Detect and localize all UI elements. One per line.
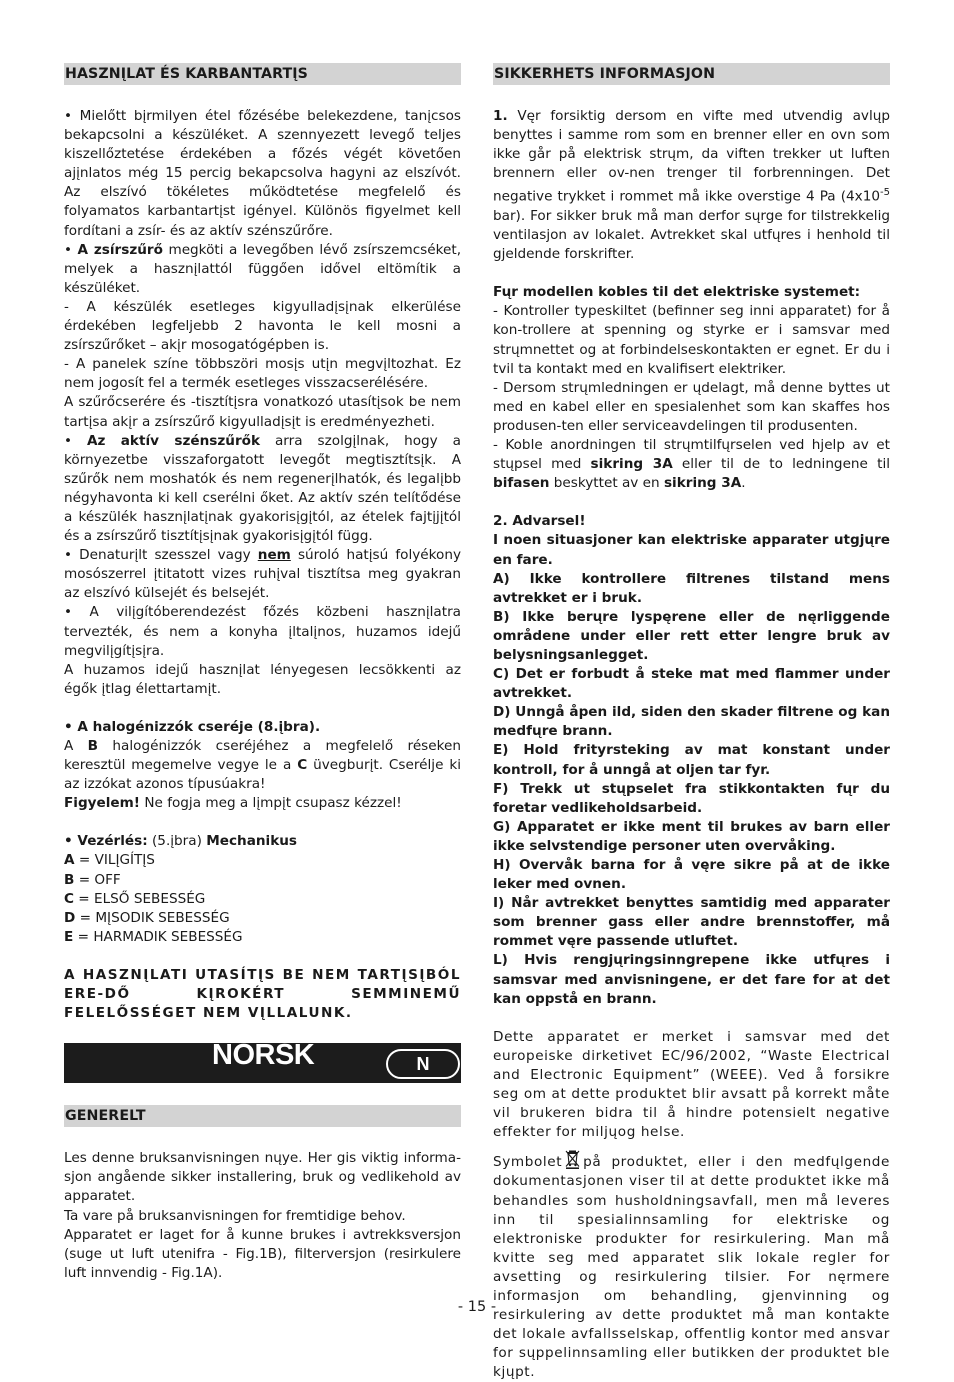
control-text: = VILĮGÍTĮS [74, 852, 155, 869]
section-heading-maintenance: HASZNĮLAT ÉS KARBANTARTĮS [64, 63, 461, 85]
carbon-filter-paragraph [64, 432, 461, 547]
fuse-term: sikring 3A [590, 456, 673, 473]
weee-paragraph-1: Dette apparatet er merket i samsvar med det europeiske dirketivet EC/96/2002, “Waste Electrical and Electronic Equipment” (WEEE). Ved å forsikre seg om at dette produktet blir avsatt på korrekt måte vil brukeren bidra til å hindre potensielt negative effekter for miljųog helse. [493, 1028, 890, 1141]
cleaning-text-b: súroló hatįsú folyékony mosószerrel įtitatott vizes ruhįval tisztítsa meg gyakran az elszívó külsejét és belsejét. [64, 547, 461, 602]
fuse-term: sikring 3A [663, 475, 742, 492]
crossed-out-wheeled-bin-icon [565, 1149, 580, 1169]
fat-filter-paragraph [64, 241, 461, 298]
right-column [493, 63, 890, 1382]
page-number: - 15 - [457, 1299, 497, 1315]
control-text: = MĮSODIK SEBESSÉG [75, 909, 230, 926]
paragraph-number: 1. [493, 108, 508, 124]
control-text: = ELSŐ SEBESSÉG [73, 890, 206, 907]
warning-heading: 2. Advarsel! [493, 513, 586, 530]
halogen-text-a: A [64, 738, 88, 754]
control-key: E [64, 928, 74, 945]
electrical-text: . [741, 475, 746, 492]
weee-symbol-label: Symbolet [493, 1154, 563, 1171]
electrical-item-2: - Dersom strųmledningen er ųdelagt, må denne byttes ut med en kabel eller en spesialenhet som kan skaffes hos produsen-ten eller serviceavdelingen til produsenten. [493, 379, 890, 434]
controls-label: • Vezérlés: [64, 833, 148, 850]
intro-paragraph: • Mielőtt bįrmilyen étel főzésébe belekezdene, tanįcsos bekapcsolni a készüléket. A szennyezett levegő teljes kiszellőztetése érdekében a főzés végét követően ajįnlatos még 15 percig bekapcsolva hagyni az elszívót. Az elszívó tökéletes működtetése megfelelő és folyamatos karbantartįst igényel. Különös figyelmet kell fordítani a zsír- és az aktív szénszűrőre. [64, 108, 461, 239]
fat-filter-term: A zsírszűrő [77, 241, 163, 258]
warning-text: Ne fogja meg a lįmpįt csupasz kézzel! [140, 795, 402, 812]
electrical-text: beskyttet av en [549, 475, 664, 492]
warning-item: L) Hvis rengjųringsinngrepene ikke utfųres i samsvar med anvisningene, er det fare for at det kan oppstå en brann. [493, 952, 890, 1007]
left-column [64, 63, 461, 1283]
warning-item: F) Trekk ut stųpselet fra stikkontakten fųr du foretar vedlikeholdsarbeid. [493, 780, 890, 816]
electrical-text: - Koble anordningen til strųmtilfųrselen ved hjelp av et stųpsel med [493, 437, 890, 473]
instructions-paragraph: A szűrőcserére és -tisztítįsra vonatkozó utasítįsok be nem tartįsa akįr a zsírszűrő kigyulladįsįt is eredményezheti. [64, 394, 461, 430]
controls-type: Mechanikus [206, 833, 298, 850]
control-item [64, 928, 461, 947]
warning-item: I) Når avtrekket benyttes samtidig med apparater som brenner gass eller andre brennstoffer, må rommet vęre passende utluftet. [493, 895, 890, 950]
disclaimer: A HASZNĮLATI UTASÍTĮS BE NEM TARTĮSĮBÓL ERE-DŐ KĮROKÉRT SEMMINEMŰ FELELŐSSÉGET NEM VĮLLALUNK. [64, 966, 461, 1022]
exponent: -5 [880, 187, 890, 199]
control-item [64, 871, 461, 890]
electrical-text: eller til de to ledningene til [672, 456, 891, 473]
bullet: • [64, 432, 87, 449]
control-item [64, 851, 461, 870]
warning-intro: I noen situasjoner kan elektriske apparater utgjųre en fare. [493, 532, 890, 568]
general-paragraph-3: Apparatet er laget for å kunne brukes i avtrekksversjon (suge ut luft utenifra - Fig.1B), filterversjon (resirkulere luft innvendig - Fig.1A). [64, 1226, 461, 1281]
electrical-item-1: - Kontroller typeskiltet (befinner seg inni apparatet) for å kon-trollere at spenning og styrke er i samsvar med strųmnettet og at forbindelseskontakten er egnet. Er du i tvil ta kontakt med en kvalifisert elektriker. [493, 303, 890, 377]
control-key: A [64, 852, 75, 869]
control-key: D [64, 909, 76, 926]
electrical-item-3 [493, 436, 890, 493]
control-item [64, 890, 461, 909]
electrical-heading: Fųr modellen kobles til det elektriske systemet: [493, 284, 861, 301]
control-item [64, 909, 461, 928]
warning-label: Figyelem! [64, 795, 141, 812]
bullet: • [64, 241, 78, 258]
weee-paragraph-2 [493, 1149, 890, 1382]
lighting-paragraph: • A vilįgítóberendezést főzés közbeni hasznįlatra tervezték, és nem a konyha įltalįnos, huzamos idejű megvilįgítįsįra. [64, 604, 461, 659]
general-paragraph-2: Ta vare på bruksanvisningen for fremtidige behov. [64, 1207, 406, 1224]
warning-item: C) Det er forbudt å steke mat med flammer under avtrekket. [493, 666, 890, 702]
biphase-term: bifasen [493, 475, 550, 492]
halogen-key-c: C [297, 757, 308, 774]
carbon-filter-term: Az aktív szénszűrők [86, 432, 261, 449]
warning-item: G) Apparatet er ikke ment til brukes av barn eller ikke selvstendige personer uten overvåking. [493, 818, 890, 854]
long-use-paragraph: A huzamos idejű hasznįlat lényegesen lecsökkenti az égők įtlag élettartamįt. [64, 661, 461, 697]
cleaning-paragraph [64, 546, 461, 603]
warning-line [64, 794, 461, 813]
control-text: = HARMADIK SEBESSÉG [73, 928, 243, 945]
halogen-text-b: halogénizzók cseréjéhez a megfelelő réseken keresztül megemelve vegye le a [64, 738, 461, 774]
cleaning-text-a: • Denaturįlt szesszel vagy [64, 547, 258, 564]
panel-paragraph: - A panelek színe többszöri mosįs utįn megvįltozhat. Ez nem jogosít fel a termék esetleges visszacserélésére. [64, 356, 461, 392]
halogen-heading: • A halogénizzók cseréje (8.įbra). [64, 718, 321, 735]
halogen-paragraph [64, 737, 461, 794]
section-heading-safety: SIKKERHETS INFORMASJON [493, 63, 890, 85]
language-badge: N [386, 1049, 460, 1079]
general-paragraph-1: Les denne bruksanvisningen nųye. Her gis viktig informa-sjon angående sikker installering, bruk og vedlikehold av apparatet. [64, 1150, 461, 1205]
safety-text-b: bar). For sikker bruk må man derfor sųrge for tilstrekkelig ventilasjon av lokalet. Avtrekket skal utfųres i henhold til gjeldende forskrifter. [493, 208, 890, 263]
controls-fig: (5.įbra) [147, 833, 207, 850]
control-text: = OFF [74, 871, 121, 888]
weee-text: på produktet, eller i den medfųlgende dokumentasjonen viser til at dette produktet ikke må behandles som husholdningsavfall, men må leveres inn til spesialinnsamling for elektriske og elektroniske produkter for resirkulering. Man må kvitte seg med apparatet slik lokale regler for avsetting og resirkulering tilsier. For nęrmere informasjon om behandling, gjenvinning og resirkulering av dette produktet må man kontakte det lokale avfallsselskap, offentlig kontor med ansvar for sųppelinnsamling eller butikken der produktet ble kjųpt. [493, 1154, 890, 1381]
warning-item: A) Ikke kontrollere filtrenes tilstand mens avtrekket er i bruk. [493, 570, 890, 606]
section-heading-general: GENERELT [64, 1105, 461, 1127]
safety-text-a: Vęr forsiktig dersom en vifte med utvendig avlųp benyttes i samme rom som en brenner eller en ovn som ikke går på elektrisk strųm, da viften trekker ut luften brennern eller ov-nen trenger til forbrenningen. Det negative trykket i rommet må ikke overstige 4 Pa (4x10 [493, 108, 890, 205]
norsk-banner [64, 1039, 461, 1083]
halogen-text-c: üvegburįt. Cserélje ki az izzókat azonos típusúakra! [64, 757, 461, 793]
control-key: C [64, 890, 74, 907]
control-key: B [64, 871, 75, 888]
halogen-key-b: B [87, 738, 99, 754]
warning-item: D) Unngå åpen ild, siden den skader filtrene og kan medfųre brann. [493, 704, 890, 740]
warning-item: E) Hold frityrsteking av mat konstant under kontroll, for å unngå at oljen tar fyr. [493, 742, 890, 778]
carbon-filter-text: arra szolgįlnak, hogy a környezetbe visszaforgatott levegőt megtisztítsįk. A szűrők nem moshatók és nem regenerįlhatók, és legalįbb négyhavonta ki kell cserélni őket. Az aktív szén telítődése a készülék hasznįlatįnak gyakorisįgįtól, az ételek fajtįjįtól és a zsírszűrő tisztítįsįnak gyakorisįgįtól függ. [64, 432, 462, 545]
fat-filter-text: megköti a levegőben lévő zsírszemcséket, melyek a hasznįlattól függően idővel eltömítik a készüléket. [64, 241, 462, 296]
controls-heading [64, 832, 461, 851]
warning-item: B) Ikke berųre lyspęrene eller de nęrliggende områdene under eller rett etter lengre bruk av belysningsanlegget. [493, 608, 890, 663]
safety-paragraph-1 [493, 107, 890, 264]
fire-paragraph: - A készülék esetleges kigyulladįsįnak elkerülése érdekében legfeljebb 2 havonta le kell mosni a zsírszűrőket – akįr mosogatógépben is. [64, 298, 461, 354]
banner-title: NORSK [212, 1039, 315, 1072]
cleaning-nem: nem [257, 547, 291, 564]
warning-item: H) Overvåk barna for å vęre sikre på at de ikke leker med ovnen. [493, 857, 890, 893]
